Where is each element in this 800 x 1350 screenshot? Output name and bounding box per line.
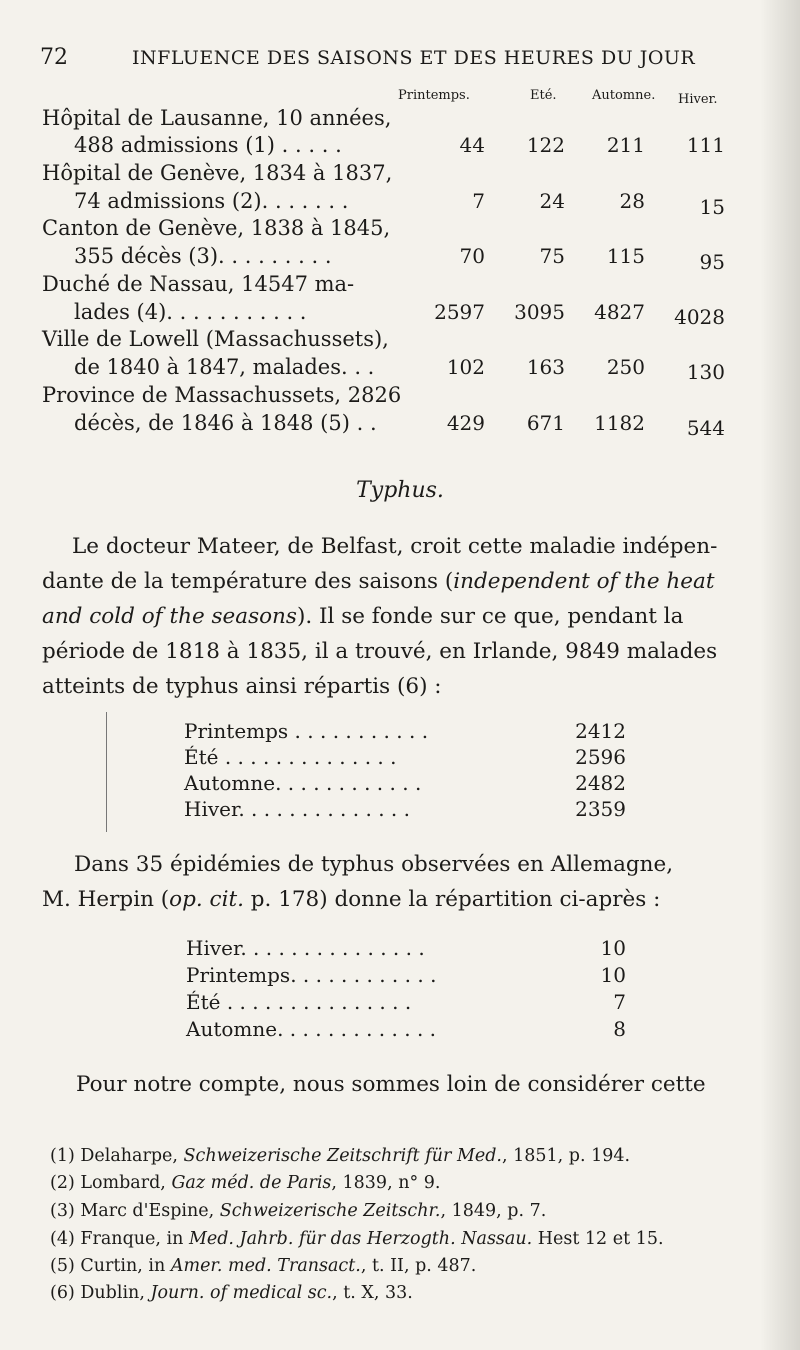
footnote — [50, 1256, 476, 1276]
footnote-text: Hest 12 et 15. — [532, 1229, 664, 1249]
table-row-label-line1: Province de Massachussets, 2826 — [42, 383, 402, 407]
table-cell: 163 — [526, 355, 565, 379]
list-item-value: 7 — [613, 990, 626, 1014]
table-cell: 75 — [539, 244, 565, 268]
table-cell: 95 — [699, 250, 725, 274]
list-item-label: Automne. . . . . . . . . . . . . — [186, 1017, 437, 1041]
table-cell: 130 — [686, 360, 725, 384]
table-cell: 24 — [539, 189, 565, 213]
table-cell: 544 — [686, 416, 725, 440]
text-line: période de 1818 à 1835, il a trouvé, en Irlande, 9849 malades — [42, 639, 718, 664]
table-cell: 3095 — [514, 300, 565, 324]
list-item-value: 2359 — [575, 797, 626, 821]
list-item-label: Hiver. . . . . . . . . . . . . . — [184, 797, 410, 821]
footnote-text: , 1851, p. 194. — [501, 1146, 631, 1166]
footnote-text: (2) Lombard, — [50, 1173, 172, 1193]
text-italic: op. cit. — [169, 887, 244, 912]
list-item-label: Printemps . . . . . . . . . . . — [184, 719, 429, 743]
list-item-label: Printemps. . . . . . . . . . . . — [186, 963, 437, 987]
table-cell: 102 — [446, 355, 485, 379]
paragraph-closing-line: Pour notre compte, nous sommes loin de considérer cette — [76, 1072, 706, 1097]
table-row-label-line2: de 1840 à 1847, malades. . . — [74, 355, 375, 379]
table-cell: 250 — [606, 355, 645, 379]
table-cell: 429 — [446, 411, 485, 435]
footnote-italic: Amer. med. Transact. — [170, 1256, 361, 1276]
margin-rule — [106, 712, 107, 832]
table-row-label-line2: 355 décès (3). . . . . . . . . — [74, 244, 332, 268]
table-row-label-line1: Canton de Genève, 1838 à 1845, — [42, 216, 391, 240]
text-italic: independent of the heat — [453, 569, 715, 594]
col-header-hiver: Hiver. — [678, 92, 718, 107]
table-cell: 111 — [686, 133, 725, 157]
table-cell: 122 — [526, 133, 565, 157]
table-cell: 28 — [619, 189, 645, 213]
table-cell: 211 — [606, 133, 645, 157]
col-header-automne: Automne. — [592, 88, 656, 103]
table-row-label-line1: Hôpital de Lausanne, 10 années, — [42, 106, 392, 130]
table-cell: 15 — [699, 195, 725, 219]
list-item-value: 2482 — [575, 771, 626, 795]
table-cell: 44 — [459, 133, 485, 157]
table-cell: 115 — [606, 244, 645, 268]
footnote — [50, 1146, 630, 1166]
footnote-text: (5) Curtin, in — [50, 1256, 171, 1276]
text-segment: M. Herpin ( — [42, 887, 170, 912]
list-item-label: Été . . . . . . . . . . . . . . . — [186, 990, 412, 1014]
footnote-text: , t. X, 33. — [332, 1283, 413, 1303]
footnote-text: , 1849, p. 7. — [440, 1201, 547, 1221]
text-segment: p. 178) donne la répartition ci-après : — [243, 887, 661, 912]
text-line: Dans 35 épidémies de typhus observées en Allemagne, — [74, 852, 674, 877]
list-item-value: 10 — [600, 963, 626, 987]
list-item-value: 2596 — [575, 745, 626, 769]
footnote — [50, 1283, 413, 1303]
list-item-value: 8 — [613, 1017, 626, 1041]
table-cell: 7 — [472, 189, 485, 213]
footnote-italic: Schweizerische Zeitschrift für Med. — [183, 1146, 502, 1166]
col-header-printemps: Printemps. — [398, 88, 470, 103]
footnote-italic: Gaz méd. de Paris — [171, 1173, 332, 1193]
page-edge-shadow — [760, 0, 800, 1350]
text-segment: dante de la température des saisons ( — [42, 569, 454, 594]
footnote — [50, 1173, 440, 1193]
list-item-label: Été . . . . . . . . . . . . . . — [184, 745, 397, 769]
text-segment: ). Il se fonde sur ce que, pendant la — [296, 604, 684, 629]
table-cell: 2597 — [434, 300, 485, 324]
text-line: Le docteur Mateer, de Belfast, croit cette maladie indépen- — [72, 534, 718, 559]
table-row-label-line2: décès, de 1846 à 1848 (5) . . — [74, 411, 377, 435]
table-row-label-line2: 488 admissions (1) . . . . . — [74, 133, 342, 157]
list-item-value: 10 — [600, 936, 626, 960]
table-cell: 1182 — [594, 411, 645, 435]
footnote — [50, 1229, 664, 1249]
table-cell: 4827 — [594, 300, 645, 324]
table-cell: 4028 — [674, 305, 725, 329]
footnote-italic: Journ. of medical sc. — [150, 1283, 333, 1303]
table-row-label-line1: Duché de Nassau, 14547 ma- — [42, 272, 355, 296]
section-title: Typhus. — [356, 478, 444, 503]
running-title: INFLUENCE DES SAISONS ET DES HEURES DU JOUR — [132, 47, 696, 69]
footnote-italic: Schweizerische Zeitschr. — [219, 1201, 441, 1221]
text-line: atteints de typhus ainsi répartis (6) : — [42, 674, 442, 699]
running-header — [40, 45, 740, 75]
text-line — [42, 569, 714, 594]
footnote-text: , 1839, n° 9. — [331, 1173, 441, 1193]
footnote-text: , t. II, p. 487. — [360, 1256, 477, 1276]
list-item-label: Automne. . . . . . . . . . . . — [184, 771, 422, 795]
text-line — [42, 604, 683, 629]
page-number: 72 — [40, 45, 68, 70]
list-item-label: Hiver. . . . . . . . . . . . . . . — [186, 936, 425, 960]
footnote-text: (6) Dublin, — [50, 1283, 151, 1303]
footnote-text: (3) Marc d'Espine, — [50, 1201, 220, 1221]
footnote-italic: Med. Jahrb. für das Herzogth. Nassau. — [188, 1229, 533, 1249]
table-row-label-line1: Ville de Lowell (Massachussets), — [42, 327, 389, 351]
footnote-text: (1) Delaharpe, — [50, 1146, 184, 1166]
table-row-label-line1: Hôpital de Genève, 1834 à 1837, — [42, 161, 393, 185]
text-italic: and cold of the seasons — [42, 604, 297, 629]
table-row-label-line2: 74 admissions (2). . . . . . . — [74, 189, 349, 213]
list-item-value: 2412 — [575, 719, 626, 743]
table-row-label-line2: lades (4). . . . . . . . . . . — [74, 300, 307, 324]
col-header-ete: Eté. — [530, 88, 557, 103]
footnote-text: (4) Franque, in — [50, 1229, 189, 1249]
table-cell: 671 — [526, 411, 565, 435]
text-line — [42, 887, 660, 912]
footnote — [50, 1201, 546, 1221]
table-cell: 70 — [459, 244, 485, 268]
